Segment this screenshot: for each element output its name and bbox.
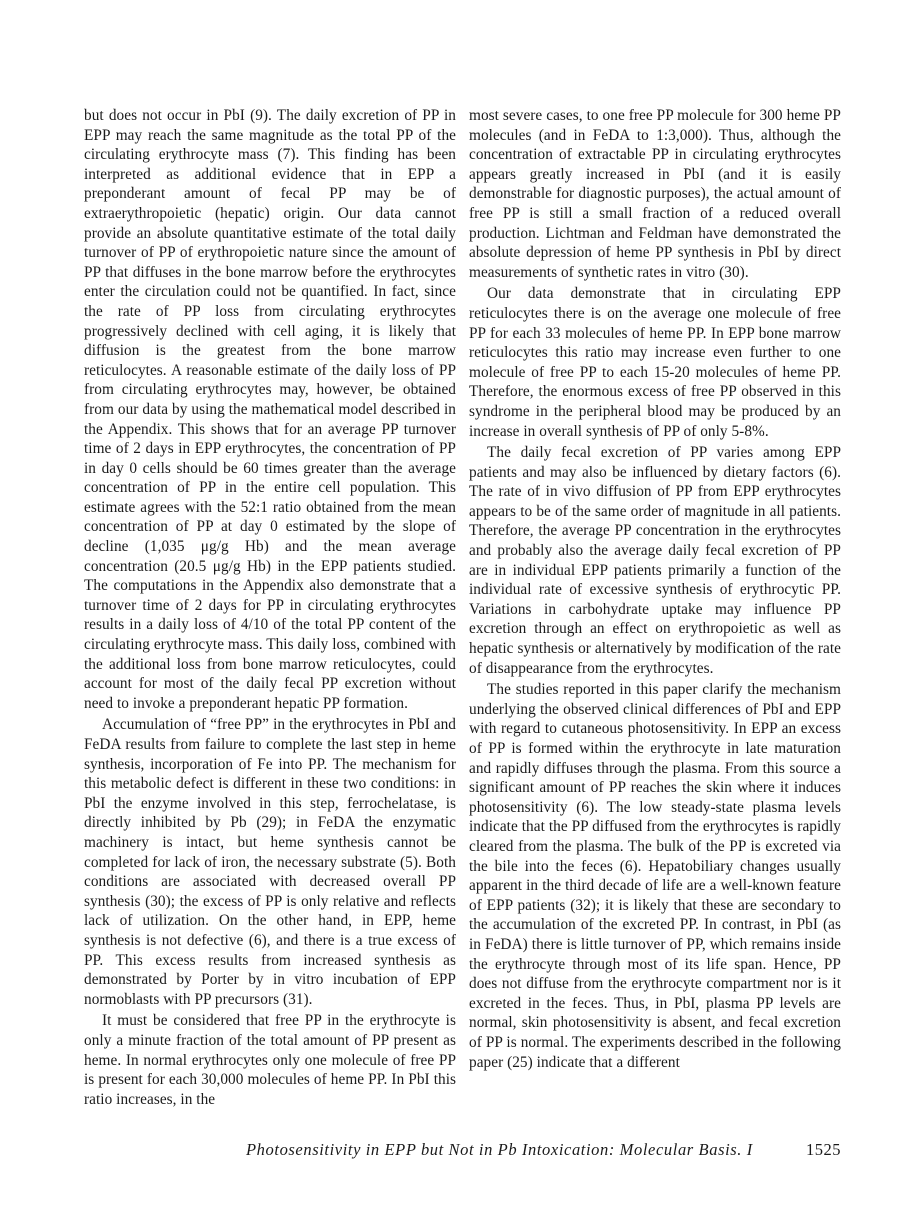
- paragraph: most severe cases, to one free PP molecule for 300 heme PP molecules (and in FeDA to 1:3,000). Thus, although the concentration of extractable PP in circulating erythrocytes appears greatly increased in PbI (and it is easily demonstrable for diagnostic purposes), the actual amount of free PP is still a small fraction of a reduced overall production. Lichtman and Feldman have demonstrated the absolute depression of heme PP synthesis in PbI by direct measurements of synthetic rates in vitro (30).: [469, 107, 841, 281]
- paragraph: Our data demonstrate that in circulating EPP reticulocytes there is on the average one molecule of free PP for each 33 molecules of heme PP. In EPP bone marrow reticulocytes this ratio may increase even further to one molecule of free PP to each 15-20 molecules of heme PP. Therefore, the enormous excess of free PP observed in this syndrome in the peripheral blood may be produced by an increase in overall synthesis of PP of only 5-8%.: [469, 285, 841, 440]
- paragraph: but does not occur in PbI (9). The daily excretion of PP in EPP may reach the same magnitude as the total PP of the circulating erythrocyte mass (7). This finding has been interpreted as additional evidence that in EPP a preponderant amount of fecal PP may be of extraerythropoietic (hepatic) origin. Our data cannot provide an absolute quantitative estimate of the total daily turnover of PP of erythropoietic nature since the amount of PP that diffuses in the bone marrow before the erythrocytes enter the circulation could not be quantified. In fact, since the rate of PP loss from circulating erythrocytes progressively declined with cell aging, it is likely that diffusion is the greatest from the bone marrow reticulocytes. A reasonable estimate of the daily loss of PP from circulating erythrocytes may, however, be obtained from our data by using the mathematical model described in the Appendix. This shows that for an average PP turnover time of 2 days in EPP erythrocytes, the concentration of PP in day 0 cells should be 60 times greater than the average concentration of PP in the entire cell population. This estimate agrees with the 52:1 ratio obtained from the mean concentration of PP at day 0 estimated by the slope of decline (1,035 μg/g Hb) and the mean average concentration (20.5 μg/g Hb) in the EPP patients studied. The computations in the Appendix also demonstrate that a turnover time of 2 days for PP in circulating erythrocytes results in a daily loss of 4/10 of the total PP content of the circulating erythrocyte mass. This daily loss, combined with the additional loss from bone marrow reticulocytes, could account for most of the daily fecal PP excretion without need to invoke a preponderant hepatic PP formation.: [84, 107, 456, 712]
- paragraph: The studies reported in this paper clarify the mechanism underlying the observed clinical differences of PbI and EPP with regard to cutaneous photosensitivity. In EPP an excess of PP is formed within the erythrocyte in late maturation and rapidly diffuses through the plasma. From this source a significant amount of PP reaches the skin where it induces photosensitivity (6). The low steady-state plasma levels indicate that the PP diffused from the erythrocytes is rapidly cleared from the plasma. The bulk of the PP is excreted via the bile into the feces (6). Hepatobiliary changes usually apparent in the third decade of life are a well-known feature of EPP patients (32); it is likely that these are secondary to the accumulation of the excreted PP. In contrast, in PbI (as in FeDA) there is little turnover of PP, which remains inside the erythrocyte through most of its life span. Hence, PP does not diffuse from the erythrocyte compartment nor is it excreted in the feces. Thus, in PbI, plasma PP levels are normal, skin photosensitivity is absent, and fecal excretion of PP is normal. The experiments described in the following paper (25) indicate that a different: [469, 681, 841, 1071]
- page-number: 1525: [806, 1140, 841, 1159]
- right-column: [469, 106, 841, 1072]
- running-head: Photosensitivity in EPP but Not in Pb Intoxication: Molecular Basis. I: [246, 1140, 753, 1159]
- paragraph: Accumulation of “free PP” in the erythrocytes in PbI and FeDA results from failure to complete the last step in heme synthesis, incorporation of Fe into PP. The mechanism for this metabolic defect is different in these two conditions: in PbI the enzyme involved in this step, ferrochelatase, is directly inhibited by Pb (29); in FeDA the enzymatic machinery is intact, but heme synthesis cannot be completed for lack of iron, the necessary substrate (5). Both conditions are associated with decreased overall PP synthesis (30); the excess of PP is only relative and reflects lack of utilization. On the other hand, in EPP, heme synthesis is not defective (6), and there is a true excess of PP. This excess results from increased synthesis as demonstrated by Porter by in vitro incubation of EPP normoblasts with PP precursors (31).: [84, 716, 456, 1008]
- left-column: [84, 106, 456, 1109]
- paragraph: The daily fecal excretion of PP varies among EPP patients and may also be influenced by dietary factors (6). The rate of in vivo diffusion of PP from EPP erythrocytes appears to be of the same order of magnitude in all patients. Therefore, the average PP concentration in the erythrocytes and probably also the average daily fecal excretion of PP are in individual EPP patients primarily a function of the individual rate of excessive synthesis of erythrocytic PP. Variations in carbohydrate uptake may influence PP excretion through an effect on erythropoietic as well as hepatic synthesis or alternatively by modification of the rate of disappearance from the erythrocytes.: [469, 444, 841, 677]
- paragraph: It must be considered that free PP in the erythrocyte is only a minute fraction of the total amount of PP present as heme. In normal erythrocytes only one molecule of free PP is present for each 30,000 molecules of heme PP. In PbI this ratio increases, in the: [84, 1012, 456, 1108]
- page-footer: [84, 1140, 841, 1164]
